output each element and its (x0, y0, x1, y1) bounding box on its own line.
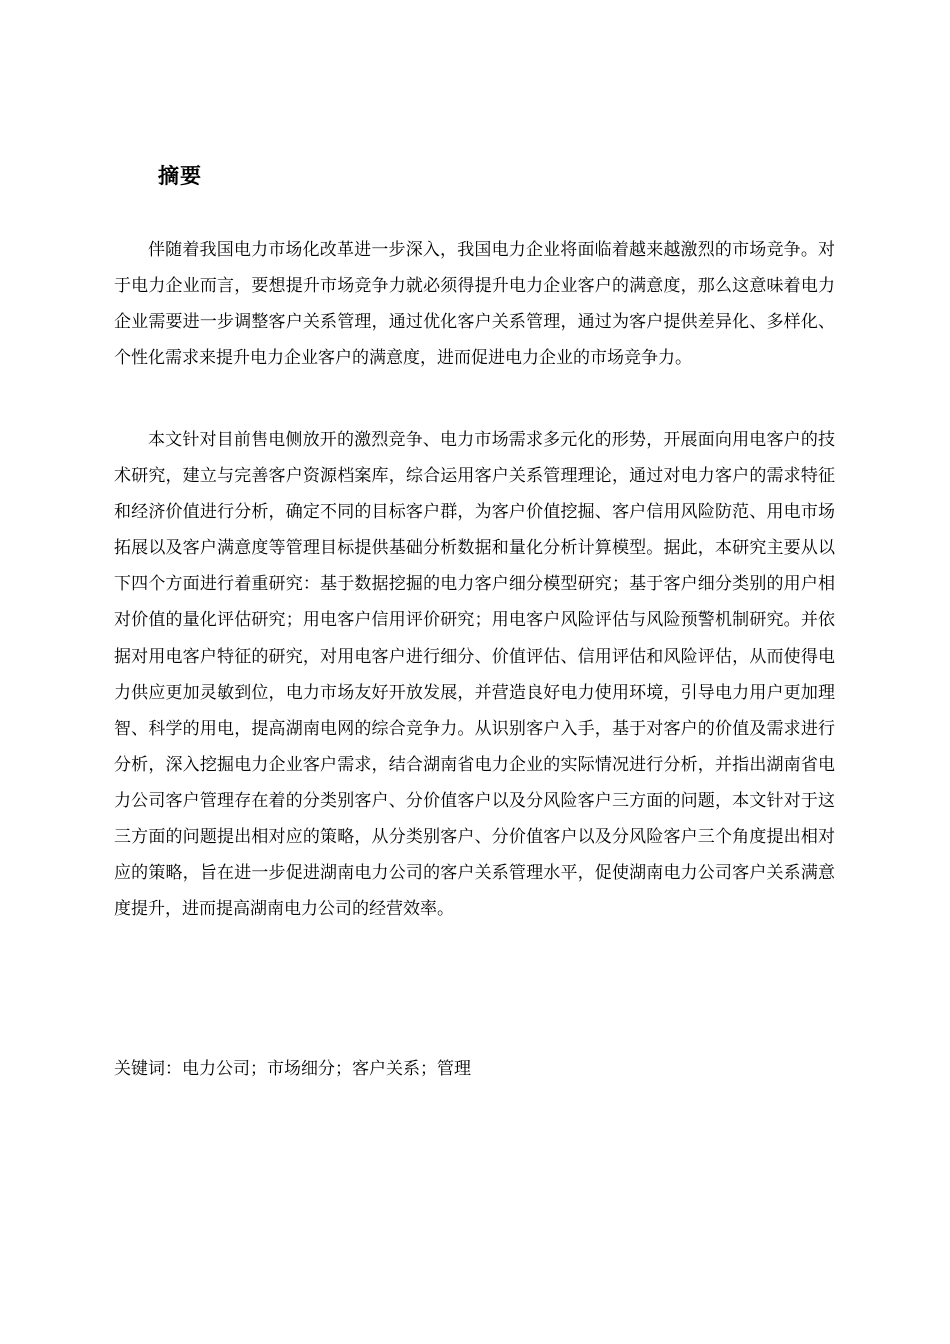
abstract-title: 摘要 (158, 164, 202, 188)
abstract-paragraph-2: 本文针对目前售电侧放开的激烈竞争、电力市场需求多元化的形势，开展面向用电客户的技术研究，建立与完善客户资源档案库，综合运用客户关系管理理论，通过对电力客户的需求特征和经济价值进行分析，确定不同的目标客户群，为客户价值挖掘、客户信用风险防范、用电市场拓展以及客户满意度等管理目标提供基础分析数据和量化分析计算模型。据此，本研究主要从以下四个方面进行着重研究：基于数据挖掘的电力客户细分模型研究；基于客户细分类别的用户相对价值的量化评估研究；用电客户信用评价研究；用电客户风险评估与风险预警机制研究。并依据对用电客户特征的研究，对用电客户进行细分、价值评估、信用评估和风险评估，从而使得电力供应更加灵敏到位，电力市场友好开放发展，并营造良好电力使用环境，引导电力用户更加理智、科学的用电，提高湖南电网的综合竞争力。从识别客户入手，基于对客户的价值及需求进行分析，深入挖掘电力企业客户需求，结合湖南省电力企业的实际情况进行分析，并指出湖南省电力公司客户管理存在着的分类别客户、分价值客户以及分风险客户三方面的问题，本文针对于这三方面的问题提出相对应的策略，从分类别客户、分价值客户以及分风险客户三个角度提出相对应的策略，旨在进一步促进湖南电力公司的客户关系管理水平，促使湖南电力公司客户关系满意度提升，进而提高湖南电力公司的经营效率。 (114, 430, 835, 920)
keywords-line: 关键词：电力公司；市场细分；客户关系；管理 (114, 1059, 471, 1079)
abstract-paragraph-1: 伴随着我国电力市场化改革进一步深入，我国电力企业将面临着越来越激烈的市场竞争。对于电力企业而言，要想提升市场竞争力就必须得提升电力企业客户的满意度，那么这意味着电力企业需要进一步调整客户关系管理，通过优化客户关系管理，通过为客户提供差异化、多样化、个性化需求来提升电力企业客户的满意度，进而促进电力企业的市场竞争力。 (114, 240, 835, 369)
